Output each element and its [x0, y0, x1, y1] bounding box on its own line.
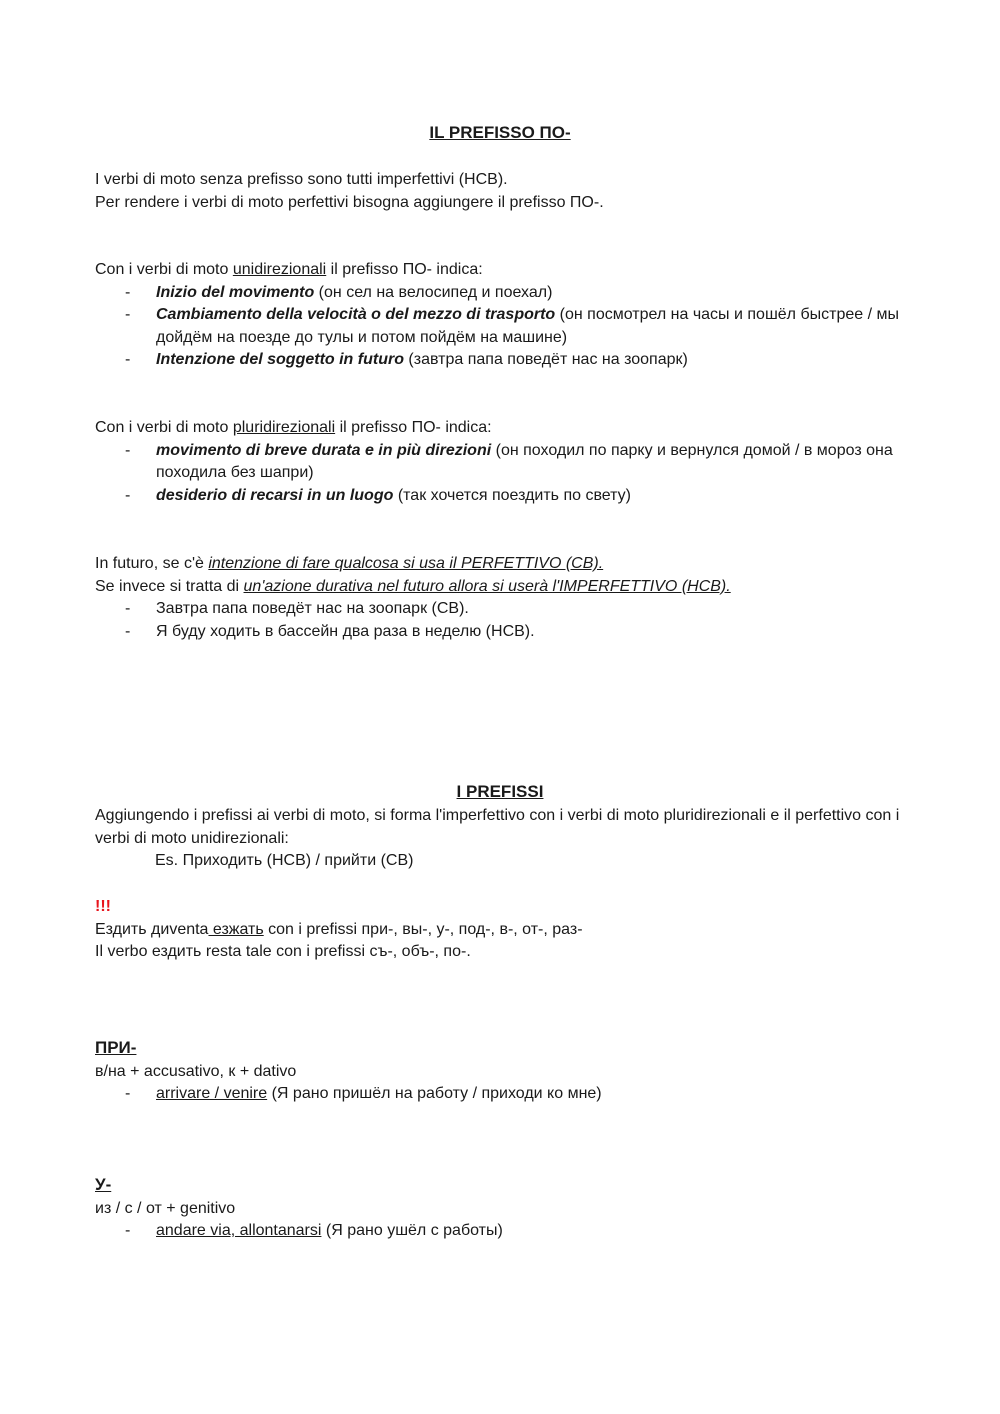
- future-section: [95, 553, 905, 643]
- term: Inizio del movimento: [156, 283, 315, 301]
- example: (завтра папа поведёт нас на зоопарк): [403, 351, 688, 369]
- warning-mark: !!!: [95, 898, 111, 915]
- list-item: - andare via, allontanarsi (Я рано ушёл с работы): [125, 1222, 503, 1240]
- list-item: - arrivare / venire (Я рано пришёл на работу / приходи ко мне): [125, 1085, 602, 1103]
- prefix-heading: ПРИ-: [95, 1038, 137, 1057]
- example: (Я рано пришёл на работу / приходи ко мне): [267, 1085, 602, 1103]
- warning-section: [95, 896, 905, 964]
- meaning: arrivare / venire: [156, 1085, 268, 1103]
- prefissi-paragraph: [95, 805, 905, 873]
- underlined-word: езжать: [208, 920, 264, 938]
- term: Intenzione del soggetto in futuro: [156, 351, 404, 369]
- list-item: - Завтра папа поведёт нас на зоопарк (СВ).: [125, 600, 469, 618]
- term: movimento di breve durata e in più direzioni: [156, 441, 492, 459]
- prefix-u-section: [95, 1174, 905, 1243]
- intro-line-1: I verbi di moto senza prefisso sono tutti imperfettivi (НСВ).: [95, 171, 508, 188]
- unidirectional-list: [95, 282, 905, 372]
- underlined-text: intenzione di fare qualcosa si usa il PERFETTIVO (СВ).: [208, 555, 604, 572]
- example: Завтра папа поведёт нас на зоопарк (СВ).: [156, 600, 469, 618]
- list-item: - desiderio di recarsi in un luogo (так хочется поездить по свету): [125, 486, 631, 504]
- text: con i prefissi при-, вы-, у-, под-, в-, от-, раз-: [263, 920, 583, 938]
- future-line-2: [95, 576, 905, 599]
- text: In futuro, se c'è: [95, 555, 209, 572]
- list-item: - Inizio del movimento (он сел на велосипед и поехал): [125, 283, 553, 301]
- unidirectional-section: [95, 259, 905, 372]
- prefix-heading: У-: [95, 1175, 112, 1194]
- prefissi-text: Aggiungendo i prefissi ai verbi di moto, si forma l'imperfettivo con i verbi di moto pluridirezionali e il perfettivo con i verbi di moto unidirezionali:: [95, 807, 900, 847]
- text: Con i verbi di moto: [95, 261, 233, 278]
- pluridirectional-list: [95, 440, 905, 508]
- prefix-case: в/на + accusativo, к + dativo: [95, 1062, 297, 1080]
- warning-line-1: [95, 919, 905, 942]
- example: (Я рано ушёл с работы): [321, 1222, 503, 1240]
- example: (так хочется поездить по свету): [393, 486, 631, 504]
- meaning: andare via, allontanarsi: [156, 1222, 322, 1240]
- underlined-term: pluridirezionali: [232, 419, 336, 436]
- future-examples: [95, 598, 905, 643]
- future-line-1: [95, 553, 905, 576]
- text: il prefisso ПО- indica:: [326, 261, 483, 278]
- example: (он сел на велосипед и поехал): [314, 283, 553, 301]
- pluridirectional-section: [95, 417, 905, 507]
- prefissi-example: Es. Приходить (НСВ) / прийти (СВ): [155, 852, 414, 870]
- text: Con i verbi di moto: [95, 419, 233, 436]
- warning-line-2: Il verbo ездить resta tale con i prefissi съ-, объ-, по-.: [95, 943, 471, 961]
- prefix-list: [95, 1220, 905, 1243]
- prefix-pri-section: [95, 1037, 905, 1106]
- section-title-po: [95, 122, 905, 146]
- term: Cambiamento della velocità o del mezzo di trasporto: [156, 306, 556, 324]
- example: Я буду ходить в бассейн два раза в неделю (НСВ).: [156, 622, 535, 640]
- prefix-case: из / с / от + genitivo: [95, 1199, 236, 1217]
- title-text: IL PREFISSO ПО-: [429, 123, 571, 142]
- list-item: - Intenzione del soggetto in futuro (завтра папа поведёт нас на зоопарк): [125, 351, 688, 369]
- section-title-prefissi: [95, 781, 905, 805]
- list-item: - Cambiamento della velocità o del mezzo di trasporto (он посмотрел на часы и пошёл быстрее / мы дойдём на поезде до тулы и потом пойдём на машине): [125, 306, 899, 346]
- unidirectional-intro: [95, 259, 905, 282]
- list-item: - Я буду ходить в бассейн два раза в неделю (НСВ).: [125, 622, 535, 640]
- intro-line-2: Per rendere i verbi di moto perfettivi bisogna aggiungere il prefisso ПО-.: [95, 193, 604, 211]
- pluridirectional-intro: [95, 417, 905, 440]
- example: (он посмотрел на часы и пошёл быстрее / мы дойдём на поезде до тулы и потом пойдём на машине): [156, 306, 899, 346]
- list-item: - movimento di breve durata e in più direzioni (он походил по парку и вернулся домой / в мороз она походила без шапри): [125, 441, 893, 482]
- text: Se invece si tratta di: [95, 577, 244, 595]
- underlined-term: unidirezionali: [232, 261, 327, 278]
- underlined-text: un'azione durativa nel futuro allora si userà l'IMPERFETTIVO (НСВ).: [243, 577, 731, 595]
- intro-paragraph: [95, 169, 905, 214]
- prefix-list: [95, 1083, 905, 1106]
- text: il prefisso ПО- indica:: [335, 419, 492, 436]
- example: (он походил по парку и вернулся домой / в мороз она походила без шапри): [156, 441, 893, 482]
- text: Ездить диventa: [95, 920, 209, 938]
- title-text: I PREFISSI: [456, 782, 544, 801]
- term: desiderio di recarsi in un luogo: [156, 486, 394, 504]
